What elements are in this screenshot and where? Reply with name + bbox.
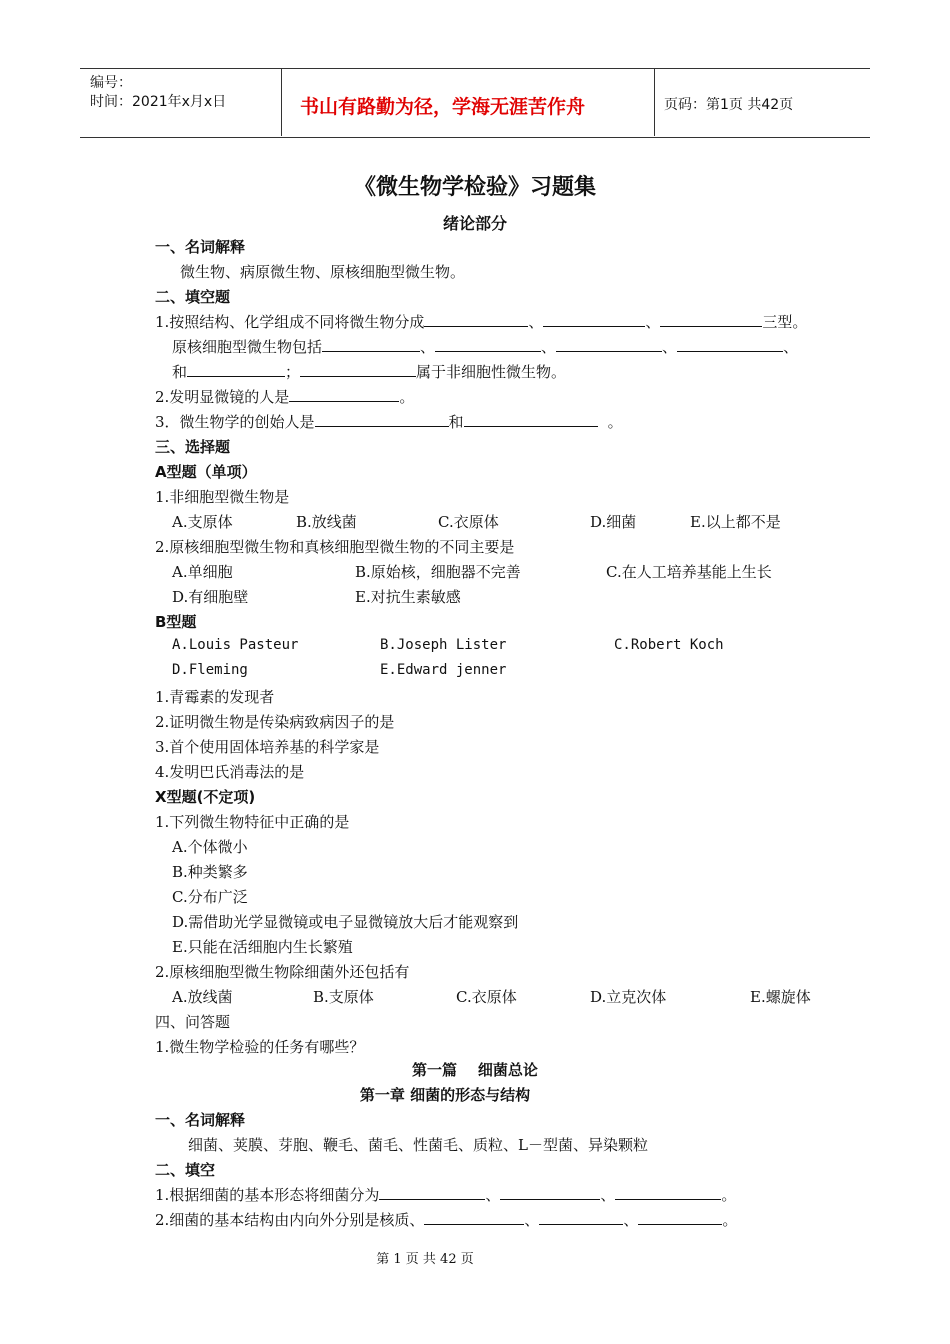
answer-blank[interactable]	[500, 1185, 600, 1200]
answer-blank[interactable]	[556, 337, 662, 352]
choice-option: B.原始核，细胞器不完善	[355, 563, 521, 581]
choice-option: D.细菌	[590, 513, 637, 531]
x-question-2: 2.原核细胞型微生物除细菌外还包括有	[155, 963, 410, 981]
choice-option: D.需借助光学显微镜或电子显微镜放大后才能观察到	[172, 913, 519, 931]
section-choice: 三、选择题	[155, 438, 231, 456]
doc-number-label: 编号：	[90, 75, 132, 91]
header-motto: 书山有路勤为径，学海无涯苦作舟	[300, 96, 586, 118]
choice-option: A.个体微小	[172, 838, 248, 856]
terms-list-ch1: 细菌、荚膜、芽胞、鞭毛、菌毛、性菌毛、质粒、L－型菌、异染颗粒	[188, 1136, 648, 1154]
choice-option: C.分布广泛	[172, 888, 248, 906]
fill-question-1-line3: 和 ； 属于非细胞性微生物。	[172, 363, 567, 381]
b-question: 2.证明微生物是传染病致病因子的是	[155, 713, 395, 731]
section-terms: 一、名词解释	[155, 238, 246, 256]
a-question-1: 1.非细胞型微生物是	[155, 488, 290, 506]
answer-blank[interactable]	[315, 412, 449, 427]
choice-option: E.螺旋体	[750, 988, 811, 1006]
choice-option: C.衣原体	[456, 988, 517, 1006]
doc-time-label: 时间：2021年x月x日	[90, 94, 227, 110]
header-divider	[654, 68, 655, 136]
terms-list: 微生物、病原微生物、原核细胞型微生物。	[180, 263, 466, 281]
answer-blank[interactable]	[322, 337, 420, 352]
choice-option: B.Joseph Lister	[380, 637, 507, 653]
choice-option: D.立克次体	[590, 988, 667, 1006]
choice-option: E.对抗生素敏感	[355, 588, 461, 606]
x-type-heading: X型题(不定项)	[155, 788, 256, 806]
header-divider	[281, 68, 282, 136]
choice-option: B.支原体	[313, 988, 374, 1006]
choice-option: E.只能在活细胞内生长繁殖	[172, 938, 353, 956]
answer-blank[interactable]	[660, 312, 762, 327]
fill-question-ch1-1: 1.根据细菌的基本形态将细菌分为 、 、 。	[155, 1186, 737, 1204]
answer-blank[interactable]	[638, 1210, 722, 1225]
answer-blank[interactable]	[300, 362, 416, 377]
choice-option: C.衣原体	[438, 513, 499, 531]
a-type-heading: A型题（单项）	[155, 463, 257, 481]
choice-option: E.Edward jenner	[380, 662, 507, 678]
answer-blank[interactable]	[424, 1210, 524, 1225]
choice-option: A.支原体	[172, 513, 233, 531]
fill-question-1-line2: 原核细胞型微生物包括 、 、 、 、	[172, 338, 799, 356]
page-info: 页码：第1页 共42页	[664, 97, 794, 113]
b-question: 4.发明巴氏消毒法的是	[155, 763, 305, 781]
choice-option: C.在人工培养基能上生长	[606, 563, 772, 581]
choice-option: A.Louis Pasteur	[172, 637, 299, 653]
answer-blank[interactable]	[615, 1185, 721, 1200]
answer-blank[interactable]	[464, 412, 598, 427]
page-footer: 第 1 页 共 42 页	[376, 1252, 474, 1267]
answer-blank[interactable]	[187, 362, 285, 377]
b-type-heading: B型题	[155, 613, 197, 631]
section-qa: 四、问答题	[155, 1013, 231, 1031]
choice-option: B.放线菌	[296, 513, 357, 531]
fill-question-1: 1.按照结构、化学组成不同将微生物分成 、 、 三型。	[155, 313, 808, 331]
choice-option: C.Robert Koch	[614, 637, 724, 653]
choice-option: A.放线菌	[172, 988, 233, 1006]
b-question: 3.首个使用固体培养基的科学家是	[155, 738, 380, 756]
page-title: 《微生物学检验》习题集	[353, 175, 596, 200]
section-fill-ch1: 二、填空	[155, 1161, 216, 1179]
answer-blank[interactable]	[424, 312, 528, 327]
fill-question-3: 3．微生物学的创始人是 和 。	[155, 413, 623, 431]
chapter-title: 第一章 细菌的形态与结构	[359, 1086, 531, 1104]
part-title: 第一篇 细菌总论	[412, 1061, 538, 1079]
section-heading-intro: 绪论部分	[442, 214, 507, 233]
answer-blank[interactable]	[435, 337, 541, 352]
answer-blank[interactable]	[543, 312, 645, 327]
answer-blank[interactable]	[677, 337, 783, 352]
x-question-1: 1.下列微生物特征中正确的是	[155, 813, 350, 831]
qa-question-1: 1.微生物学检验的任务有哪些？	[155, 1038, 365, 1056]
choice-option: B.种类繁多	[172, 863, 248, 881]
choice-option: D.Fleming	[172, 662, 248, 678]
answer-blank[interactable]	[289, 387, 399, 402]
fill-question-ch1-2: 2.细菌的基本结构由内向外分别是核质、 、 、 。	[155, 1211, 738, 1229]
choice-option: E.以上都不是	[690, 513, 781, 531]
answer-blank[interactable]	[539, 1210, 623, 1225]
a-question-2: 2.原核细胞型微生物和真核细胞型微生物的不同主要是	[155, 538, 515, 556]
section-terms-ch1: 一、名词解释	[155, 1111, 246, 1129]
section-fill-blank: 二、填空题	[155, 288, 231, 306]
b-question: 1.青霉素的发现者	[155, 688, 275, 706]
answer-blank[interactable]	[379, 1185, 485, 1200]
choice-option: D.有细胞壁	[172, 588, 249, 606]
choice-option: A.单细胞	[172, 563, 233, 581]
fill-question-2: 2.发明显微镜的人是 。	[155, 388, 415, 406]
